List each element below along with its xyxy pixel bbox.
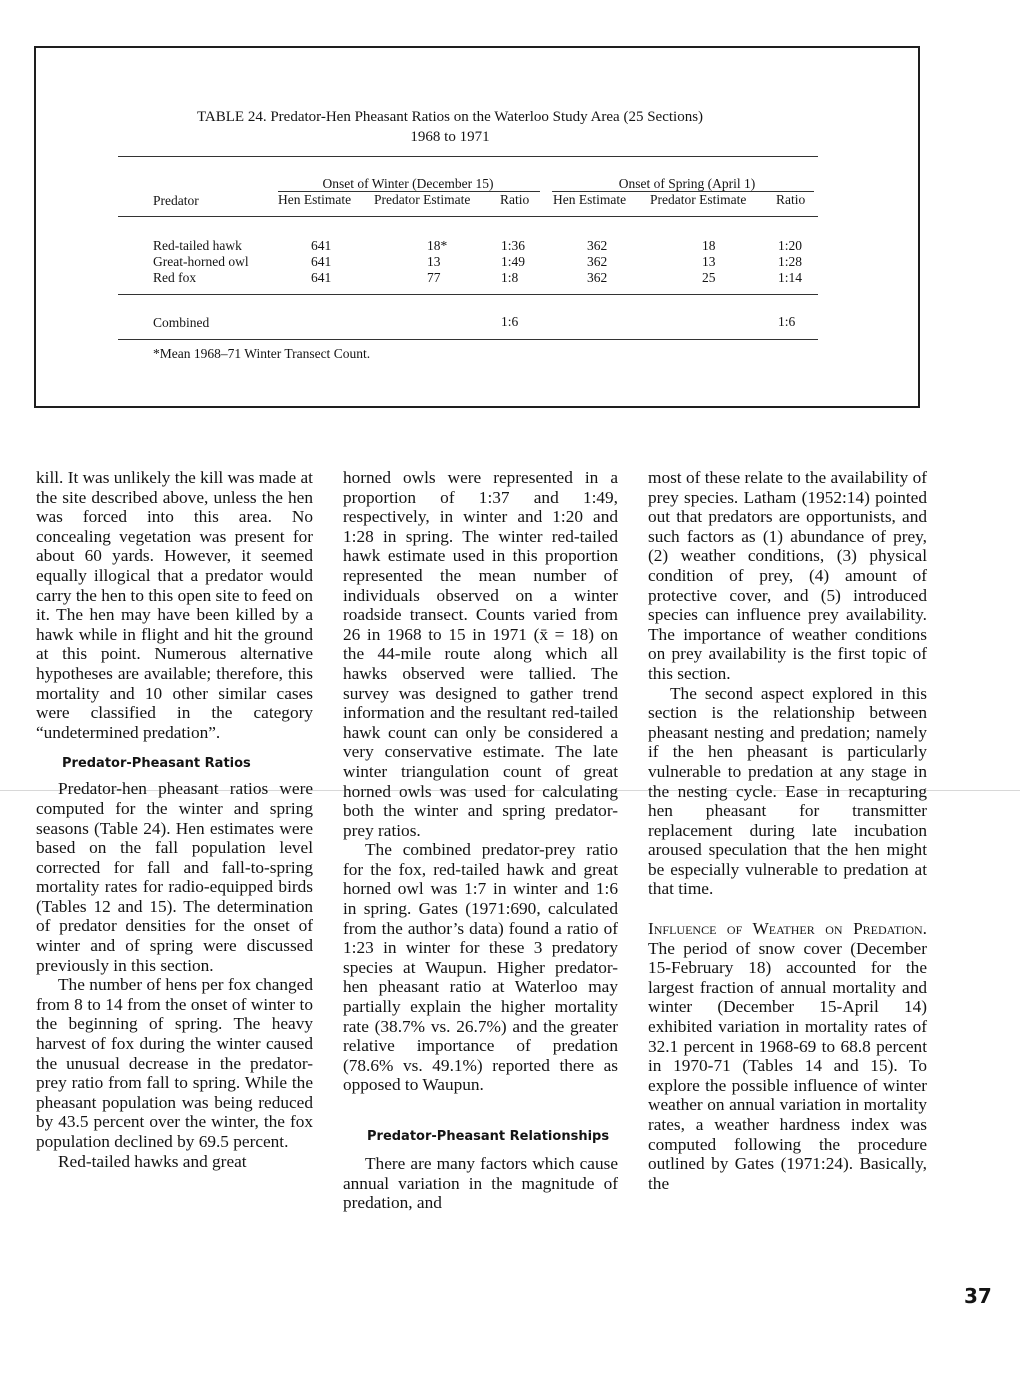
table-cell: Red fox [153, 270, 197, 285]
table-cell: 1:36 [501, 238, 526, 253]
table-cell: 25 [702, 270, 716, 285]
col-header-ratio-spring: Ratio [776, 192, 806, 207]
table-cell: 1:49 [501, 254, 526, 269]
page-number: 37 [964, 1284, 992, 1308]
table-cell: 1:20 [778, 238, 803, 253]
paragraph: most of these relate to the availability of prey species. Latham (1952:14) pointed out that predators are opportunists, and such factors as (1) abundance of prey, (2) weather conditions, (3) physical condition of prey, (4) amount of protective cover, and (5) introduced species can influence prey availability. The importance of weather conditions on prey availability is the first topic of this section. [648, 468, 927, 683]
col-header-ratio-winter: Ratio [500, 192, 530, 207]
table-cell: 1:8 [501, 270, 519, 285]
paragraph: There are many factors which cause annual variation in the magnitude of predation, and [343, 1154, 618, 1213]
paragraph: horned owls were represented in a proportion of 1:37 and 1:49, respectively, in winter and 1:20 and 1:28 in spring. The winter red-tailed hawk estimate used in this proportion represented the mean number of individuals observed on a winter roadside transect. Counts varied from 26 in 1968 to 15 in 1971 (x̄ = 18) on the 44-mile route along which all hawks observed were tallied. The survey was designed to gather trend information and the resultant red-tailed hawk count can only be considered a very conservative estimate. The late winter triangulation count of great horned owls was used for calculating both the winter and spring predator-prey ratios. [343, 468, 618, 840]
text-column-3 [648, 468, 927, 1193]
col-header-predator-winter: Predator Estimate [374, 192, 471, 207]
paragraph: kill. It was unlikely the kill was made at the site described above, unless the hen was forced into this area. No concealing vegetation was present for about 60 yards. However, it seemed equally illogical that a predator would carry the hen to this open site to feed on it. The hen may have been killed by a hawk while in flight and hit the ground at this point. Numerous alternative hypotheses are available; therefore, this mortality and 10 other similar cases were classified in the category “undetermined predation”. [36, 468, 313, 742]
paragraph: The combined predator-prey ratio for the fox, red-tailed hawk and great horned owl was 1:7 in winter and 1:6 in spring. Gates (1971:690, calculated from the author’s data) found a ratio of 1:23 in winter for these 3 predatory species at Waupun. Higher predator-hen pheasant ratio at Waterloo may partially explain the higher mortality rate (38.7% vs. 26.7%) and the greater relative importance of predation (78.6% vs. 49.1%) reported there as opposed to Waupun. [343, 840, 618, 1095]
table-cell: 362 [587, 254, 608, 269]
table-cell: 362 [587, 238, 608, 253]
text-column-1 [36, 468, 313, 1171]
table-title: TABLE 24. Predator-Hen Pheasant Ratios on the Waterloo Study Area (25 Sections) [196, 109, 704, 125]
group-header-winter: Onset of Winter (December 15) [322, 176, 494, 191]
table-cell: 18 [702, 238, 716, 253]
table-cell: Red-tailed hawk [153, 238, 242, 253]
col-header-predator-spring: Predator Estimate [650, 192, 747, 207]
text-column-2 [343, 468, 618, 1213]
table-body-rule [118, 294, 818, 295]
table-cell: 13 [427, 254, 441, 269]
table-footnote: *Mean 1968–71 Winter Transect Count. [153, 346, 371, 361]
paragraph: The number of hens per fox changed from 8 to 14 from the onset of winter to the beginning of spring. The heavy harvest of fox during the winter caused the unusual decrease in the predator-prey ratio from fall to spring. While the pheasant population was being reduced by 43.5 percent over the winter, the fox population declined by 69.5 percent. [36, 975, 313, 1151]
table-cell: 641 [311, 254, 332, 269]
paragraph: Red-tailed hawks and great [58, 1151, 247, 1171]
run-in-heading-weather: Influence of Weather on Predation. [648, 919, 927, 939]
paragraph-body: The period of snow cover (December 15-February 18) accounted for the largest fraction of annual mortality and winter (December 15-April 14) exhibited variation in mortality rates of 32.1 percent in 1968-69 to 68.8 percent in 1970-71 (Tables 14 and 15). To explore the possible influence of winter weather on annual variation in mortality rates, a weather hardness index was computed following the procedure outlined by Gates (1971:24). Basically, the [648, 938, 927, 1193]
table-bottom-rule [118, 339, 818, 340]
combined-winter-ratio: 1:6 [501, 314, 519, 329]
combined-spring-ratio: 1:6 [778, 314, 796, 329]
table-cell: 77 [427, 270, 441, 285]
table-cell: 1:14 [778, 270, 803, 285]
paragraph: Predator-hen pheasant ratios were computed for the winter and spring seasons (Table 24). Hen estimates were based on the fall population level corrected for fall and fall-to-spring mortality rates for radio-equipped birds (Tables 12 and 15). The determination of predator densities for the onset of winter and of spring were discussed previously in this section. [36, 779, 313, 975]
table-top-rule [118, 156, 818, 157]
table-cell: 641 [311, 270, 332, 285]
col-header-hen-winter: Hen Estimate [278, 192, 352, 207]
group-header-spring: Onset of Spring (April 1) [618, 176, 756, 191]
table-cell: 1:28 [778, 254, 803, 269]
table-cell: 641 [311, 238, 332, 253]
table-cell: 13 [702, 254, 716, 269]
paragraph-weather [648, 919, 927, 1193]
col-header-hen-spring: Hen Estimate [553, 192, 627, 207]
table-cell: 18* [427, 238, 448, 253]
table-header-rule [118, 216, 818, 217]
table-cell: Great-horned owl [153, 254, 249, 269]
section-heading-predator-pheasant-relationships: Predator-Pheasant Relationships [367, 1129, 610, 1144]
table-subtitle: 1968 to 1971 [410, 129, 490, 145]
table-cell: 362 [587, 270, 608, 285]
col-header-predator: Predator [153, 193, 199, 208]
paragraph: The second aspect explored in this section is the relationship between pheasant nesting and predation; namely if the hen pheasant is particularly vulnerable to predation at any stage in the nesting cycle. Ease in recapturing hen pheasant for transmitter replacement during late incubation aroused speculation that the hen might be especially vulnerable to predation at that time. [648, 683, 927, 899]
section-heading-predator-pheasant-ratios: Predator-Pheasant Ratios [62, 756, 251, 772]
combined-label: Combined [153, 315, 210, 330]
